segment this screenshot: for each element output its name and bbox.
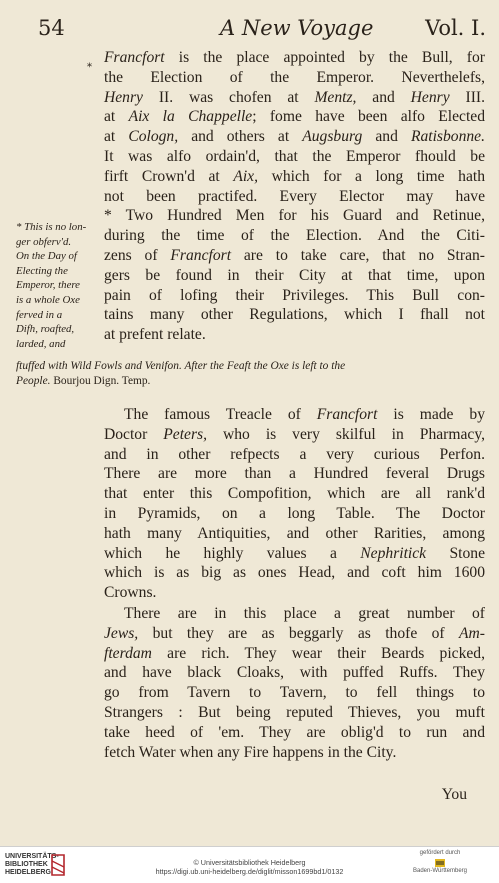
viewer-footer — [0, 846, 499, 883]
text-line: at prefent relate. — [104, 326, 206, 344]
text-line: Doctor Peters, who is very skilful in Pharmacy, — [104, 425, 486, 443]
baden-wuerttemberg-crest-icon — [432, 858, 448, 868]
footnote-continuation — [16, 359, 486, 389]
paragraph-2 — [104, 405, 485, 603]
footnote-line: People. Bourjou Dign. Temp. — [16, 375, 151, 387]
library-name[interactable]: UNIVERSITÄTS- BIBLIOTHEK HEIDELBERG — [5, 853, 59, 876]
text-line: take heed of 'em. They are oblig'd to run and — [104, 723, 485, 741]
text-line: at Aix la Chappelle; fome have been alfo Elected — [104, 108, 486, 126]
text-line: Crowns. — [104, 584, 157, 602]
paragraph-1 — [104, 48, 485, 345]
text-line: which he highly values a Nephritick Stone — [104, 544, 485, 562]
text-line: There are in this place a great number of — [124, 605, 485, 622]
margin-note-line: larded, and — [16, 337, 66, 350]
running-title: A New Voyage — [220, 16, 374, 40]
text-line: * Two Hundred Men for his Guard and Retinue, — [104, 207, 485, 225]
text-line: Jews, but they are as beggarly as thofe of Am- — [104, 624, 485, 642]
margin-mark: * — [87, 62, 92, 73]
permalink[interactable]: https://digi.ub.uni-heidelberg.de/diglit/misson1699bd1/0132 — [155, 867, 344, 876]
text-line: The famous Treacle of Francfort is made by — [124, 406, 485, 423]
text-line: There are more than a Hundred feveral Drugs — [104, 465, 485, 483]
margin-note-line: Difh, roafted, — [16, 323, 75, 336]
margin-note-line: Electing the — [16, 264, 68, 277]
text-line: fterdam are rich. They wear their Beards picked, — [104, 644, 485, 662]
catchword: You — [441, 786, 467, 803]
margin-note-line: ger obferv'd. — [16, 235, 72, 248]
text-line: tains many other Regulations, which I fhall not — [104, 306, 485, 324]
margin-note — [16, 220, 104, 351]
volume-label: Vol. I. — [425, 16, 486, 40]
text-line: zens of Francfort are to take care, that no Stran- — [104, 246, 485, 264]
page-number: 54 — [38, 16, 65, 40]
text-line: pain of lofing their Privileges. This Bull con- — [104, 286, 485, 304]
text-line: in Pyramids, on a long Table. The Doctor — [104, 504, 485, 522]
text-line: go from Tavern to Tavern, to fell things to — [104, 684, 485, 702]
copyright-notice: © Universitätsbibliothek Heidelberg https://digi.ub.uni-heidelberg.de/diglit/misson1699bd1/0132 — [0, 858, 499, 876]
page-header — [0, 14, 499, 44]
text-line: Strangers : But being reputed Thieves, you muft — [104, 703, 485, 721]
text-line: firft Crown'd at Aix, which for a long time hath — [104, 167, 486, 185]
text-line: the Election of the Emperor. Neverthelefs, — [104, 68, 485, 86]
text-line: Francfort is the place appointed by the Bull, for — [104, 49, 485, 66]
margin-note-line: On the Day of — [16, 250, 77, 263]
text-line: which is as big as ones Head, and coft him 1600 — [104, 564, 485, 582]
margin-note-line: is a whole Oxe — [16, 293, 80, 306]
margin-note-line: Emperor, there — [16, 279, 80, 292]
text-line: hath many Antiquities, and other Rarities, among — [104, 524, 485, 542]
text-line: and have black Cloaks, with puffed Ruffs. They — [104, 664, 485, 682]
footnote-line: ftuffed with Wild Fowls and Venifon. After the Feaft the Oxe is left to the — [16, 360, 346, 372]
text-line: fetch Water when any Fire happens in the City. — [104, 743, 397, 761]
text-line: not been practifed. Every Elector may have — [104, 187, 485, 205]
text-line: Henry II. was chofen at Mentz, and Henry III. — [104, 88, 485, 106]
text-line: at Cologn, and others at Augsburg and Ratisbonne. — [104, 128, 486, 146]
text-line: and in other refpects a very curious Perfon. — [104, 445, 485, 463]
text-line: It was alfo ordain'd, that the Emperor fhould be — [104, 147, 485, 165]
paragraph-3 — [104, 604, 485, 762]
text-line: that enter this Compofition, which are all rank'd — [104, 485, 485, 503]
text-line: gers be found in their City at that time, upon — [104, 266, 485, 284]
text-line: during the time of the Election. And the Citi- — [104, 227, 485, 245]
funding-notice: gefördert durch Baden-Württemberg — [412, 850, 468, 874]
margin-note-line: ferved in a — [16, 308, 63, 321]
margin-note-line: * This is no lon- — [16, 221, 87, 233]
